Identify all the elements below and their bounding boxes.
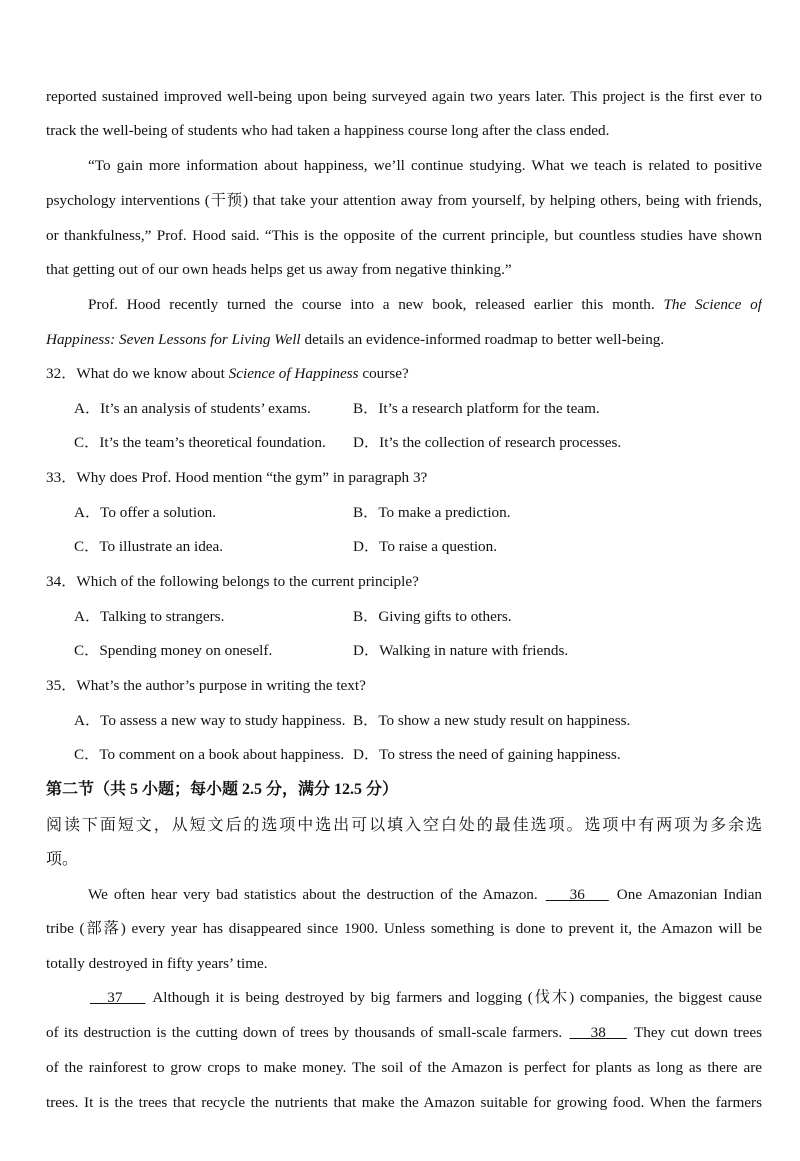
text-line: psychology interventions (干预) that take your attention away from yourself, by helping others, being with friends,: [46, 192, 762, 209]
text: They cut down trees: [633, 1024, 762, 1041]
text-line: [88, 885, 762, 905]
option-a: A．Talking to strangers.: [74, 608, 225, 625]
option-d: D．To raise a question.: [353, 538, 498, 555]
question-stem: [46, 676, 762, 696]
question-stem: [46, 468, 762, 488]
text: We often hear very bad statistics about the destruction of the Amazon.: [88, 886, 538, 903]
text-line: [88, 988, 762, 1008]
text-line: track the well-being of students who had taken a happiness course long after the class ended.: [46, 122, 610, 139]
option-b: B．To make a prediction.: [353, 504, 511, 521]
option-d: D．Walking in nature with friends.: [353, 642, 569, 659]
blank-36: [544, 886, 611, 903]
option-a: A．To offer a solution.: [74, 504, 217, 521]
question-number: 33．: [46, 469, 77, 486]
text: Which of the following belongs to the current principle?: [76, 573, 419, 590]
option-b: B．It’s a research platform for the team.: [353, 400, 600, 417]
option-d: D．To stress the need of gaining happiness.: [353, 746, 621, 763]
question-stem: [46, 572, 762, 592]
option-c: C．To illustrate an idea.: [74, 538, 224, 555]
question-number: 34．: [46, 573, 77, 590]
question-number: 32．: [46, 365, 77, 382]
blank-37: [88, 989, 147, 1006]
text-line: or thankfulness,” Prof. Hood said. “This is the opposite of the current principle, but countless studies have shown: [46, 227, 762, 244]
text: Why does Prof. Hood mention “the gym” in paragraph 3?: [76, 469, 428, 486]
section-heading: 第二节（共 5 小题；每小题 2.5 分，满分 12.5 分）: [46, 781, 399, 798]
option-d: D．It’s the collection of research processes.: [353, 434, 622, 451]
text-line: trees. It is the trees that recycle the nutrients that make the Amazon suitable for growing food. When the farmers: [46, 1094, 762, 1111]
text: of its destruction is the cutting down of trees by thousands of small-scale farmers.: [46, 1024, 563, 1041]
text-line: of the rainforest to grow crops to make money. The soil of the Amazon is perfect for plants as long as there are: [46, 1059, 762, 1076]
instructions: 项。: [46, 851, 79, 868]
book-title: The Science of: [663, 296, 762, 313]
text-line: [46, 1023, 762, 1043]
text: What do we know about: [76, 365, 229, 382]
option-c: C．To comment on a book about happiness.: [74, 746, 345, 763]
text-line: reported sustained improved well-being upon being surveyed again two years later. This project is the first ever to: [46, 88, 762, 105]
text: Although it is being destroyed by big farmers and logging (伐木) companies, the biggest cause: [152, 989, 762, 1006]
option-b: B．To show a new study result on happiness.: [353, 712, 631, 729]
text-line: [46, 330, 762, 350]
text-line: totally destroyed in fifty years’ time.: [46, 955, 268, 972]
option-a: A．To assess a new way to study happiness.: [74, 712, 346, 729]
blank-number: 37: [107, 989, 123, 1006]
text: course?: [358, 365, 409, 382]
question-number: 35．: [46, 677, 77, 694]
option-c: C．Spending money on oneself.: [74, 642, 273, 659]
text: details an evidence-informed roadmap to better well-being.: [300, 331, 665, 348]
blank-38: [568, 1024, 629, 1041]
course-title: Science of Happiness: [228, 365, 359, 382]
text-line: [88, 295, 762, 315]
book-title: Happiness: Seven Lessons for Living Well: [46, 331, 301, 348]
text-line: that getting out of our own heads helps get us away from negative thinking.”: [46, 261, 512, 278]
option-c: C．It’s the team’s theoretical foundation.: [74, 434, 326, 451]
question-stem: [46, 364, 762, 384]
blank-number: 36: [569, 886, 585, 903]
text: One Amazonian Indian: [616, 886, 762, 903]
blank-number: 38: [590, 1024, 606, 1041]
option-b: B．Giving gifts to others.: [353, 608, 512, 625]
text-line: “To gain more information about happiness, we’ll continue studying. What we teach is related to positive: [88, 157, 762, 174]
instructions: 阅读下面短文，从短文后的选项中选出可以填入空白处的最佳选项。选项中有两项为多余选: [46, 817, 762, 834]
option-a: A．It’s an analysis of students’ exams.: [74, 400, 311, 417]
text: Prof. Hood recently turned the course into a new book, released earlier this month.: [88, 296, 655, 313]
text-line: tribe (部落) every year has disappeared since 1900. Unless something is done to prevent it, the Amazon will be: [46, 920, 762, 937]
text: What’s the author’s purpose in writing the text?: [76, 677, 366, 694]
